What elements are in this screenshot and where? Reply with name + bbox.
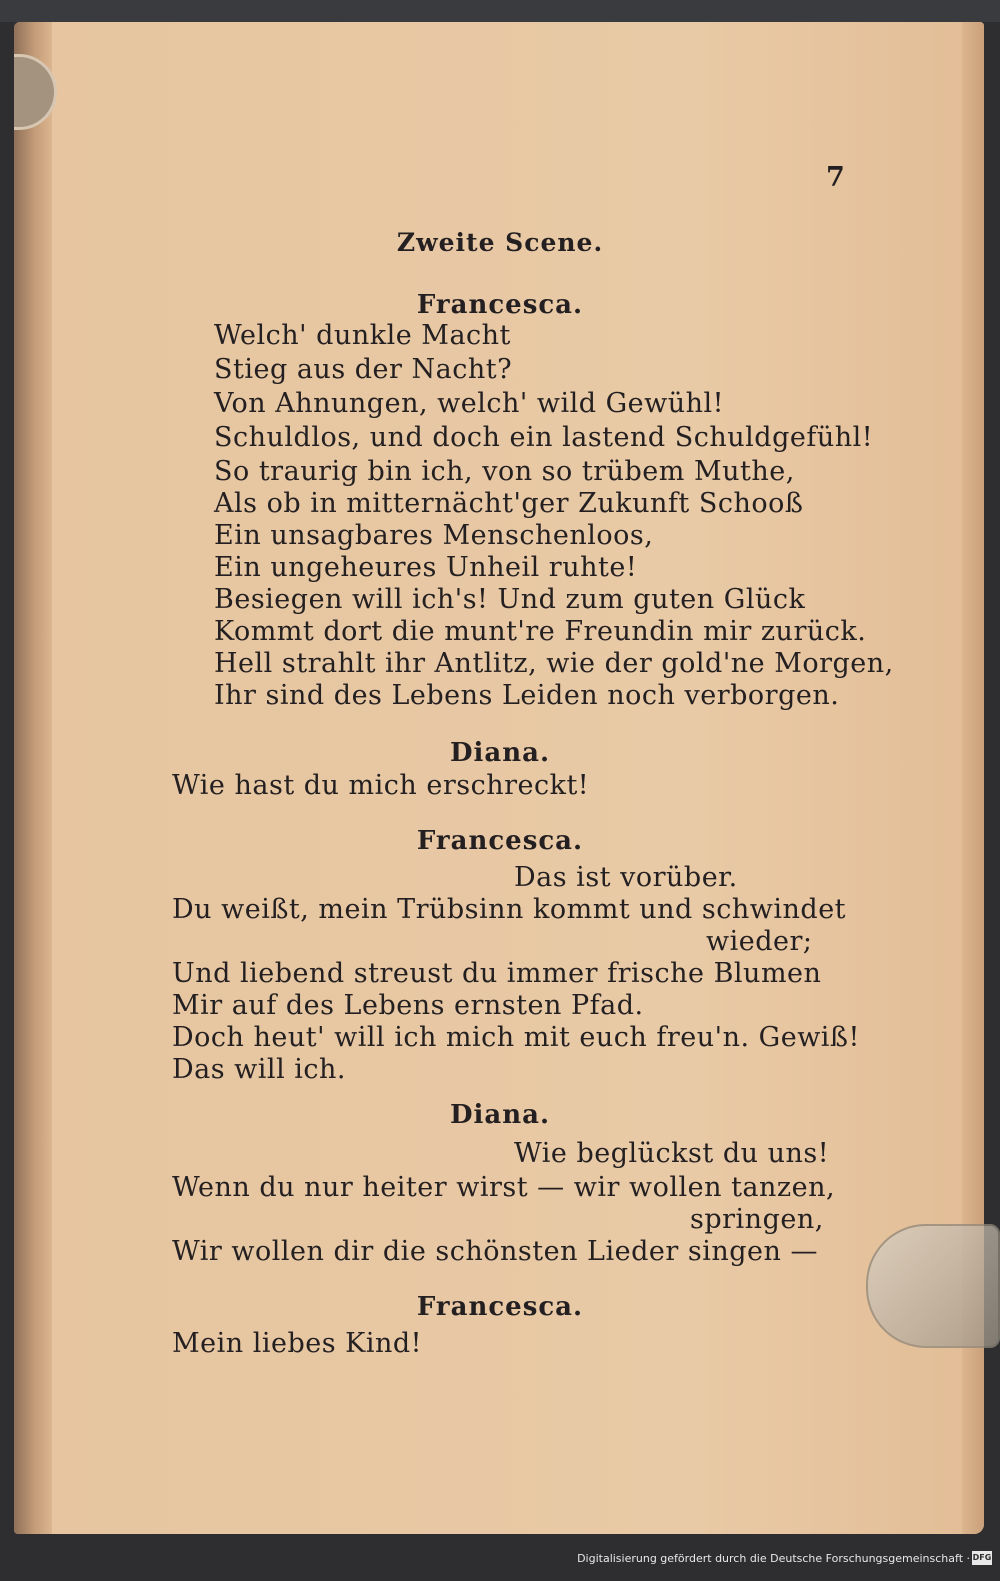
verse-line: Schuldlos, und doch ein lastend Schuldgefühl!: [214, 422, 874, 453]
dfg-logo-icon: DFG: [972, 1551, 992, 1565]
verse-line: Besiegen will ich's! Und zum guten Glück: [214, 584, 806, 615]
verse-line: Wenn du nur heiter wirst — wir wollen tanzen,: [172, 1172, 836, 1203]
verse-line: wieder;: [706, 926, 813, 957]
page-clip: [866, 1224, 1000, 1348]
verse-line: Mein liebes Kind!: [172, 1328, 423, 1359]
page-number: 7: [826, 162, 845, 193]
speaker-name: Francesca.: [416, 826, 584, 856]
verse-line: Von Ahnungen, welch' wild Gewühl!: [214, 388, 725, 419]
verse-line: Das will ich.: [172, 1054, 347, 1085]
speaker-name: Francesca.: [416, 1292, 584, 1322]
verse-line: So traurig bin ich, von so trübem Muthe,: [214, 456, 795, 487]
verse-line: Ein ungeheures Unheil ruhte!: [214, 552, 638, 583]
verse-line: Stieg aus der Nacht?: [214, 354, 513, 385]
verse-line: Und liebend streust du immer frische Blumen: [172, 958, 822, 989]
verse-line: Wir wollen dir die schönsten Lieder singen —: [172, 1236, 818, 1267]
speaker-name: Francesca.: [416, 290, 584, 320]
scene-title: Zweite Scene.: [396, 228, 604, 257]
verse-line: Ihr sind des Lebens Leiden noch verborgen.: [214, 680, 840, 711]
verse-line: Als ob in mitternächt'ger Zukunft Schooß: [214, 488, 804, 519]
verse-line: Das ist vorüber.: [514, 862, 738, 893]
digitization-credit: Digitalisierung gefördert durch die Deutsche Forschungsgemeinschaft ·: [577, 1552, 970, 1565]
verse-line: Hell strahlt ihr Antlitz, wie der gold'ne Morgen,: [214, 648, 894, 679]
verse-line: springen,: [690, 1204, 824, 1235]
scan-top-strip: [0, 0, 1000, 22]
verse-line: Wie beglückst du uns!: [514, 1138, 830, 1169]
verse-line: Kommt dort die munt're Freundin mir zurück.: [214, 616, 867, 647]
speaker-name: Diana.: [449, 738, 551, 768]
verse-line: Wie hast du mich erschreckt!: [172, 770, 590, 801]
verse-line: Welch' dunkle Macht: [214, 320, 511, 351]
verse-line: Ein unsagbares Menschenloos,: [214, 520, 654, 551]
verse-line: Mir auf des Lebens ernsten Pfad.: [172, 990, 644, 1021]
verse-line: Doch heut' will ich mich mit euch freu'n. Gewiß!: [172, 1022, 860, 1053]
speaker-name: Diana.: [449, 1100, 551, 1130]
verse-line: Du weißt, mein Trübsinn kommt und schwindet: [172, 894, 847, 925]
